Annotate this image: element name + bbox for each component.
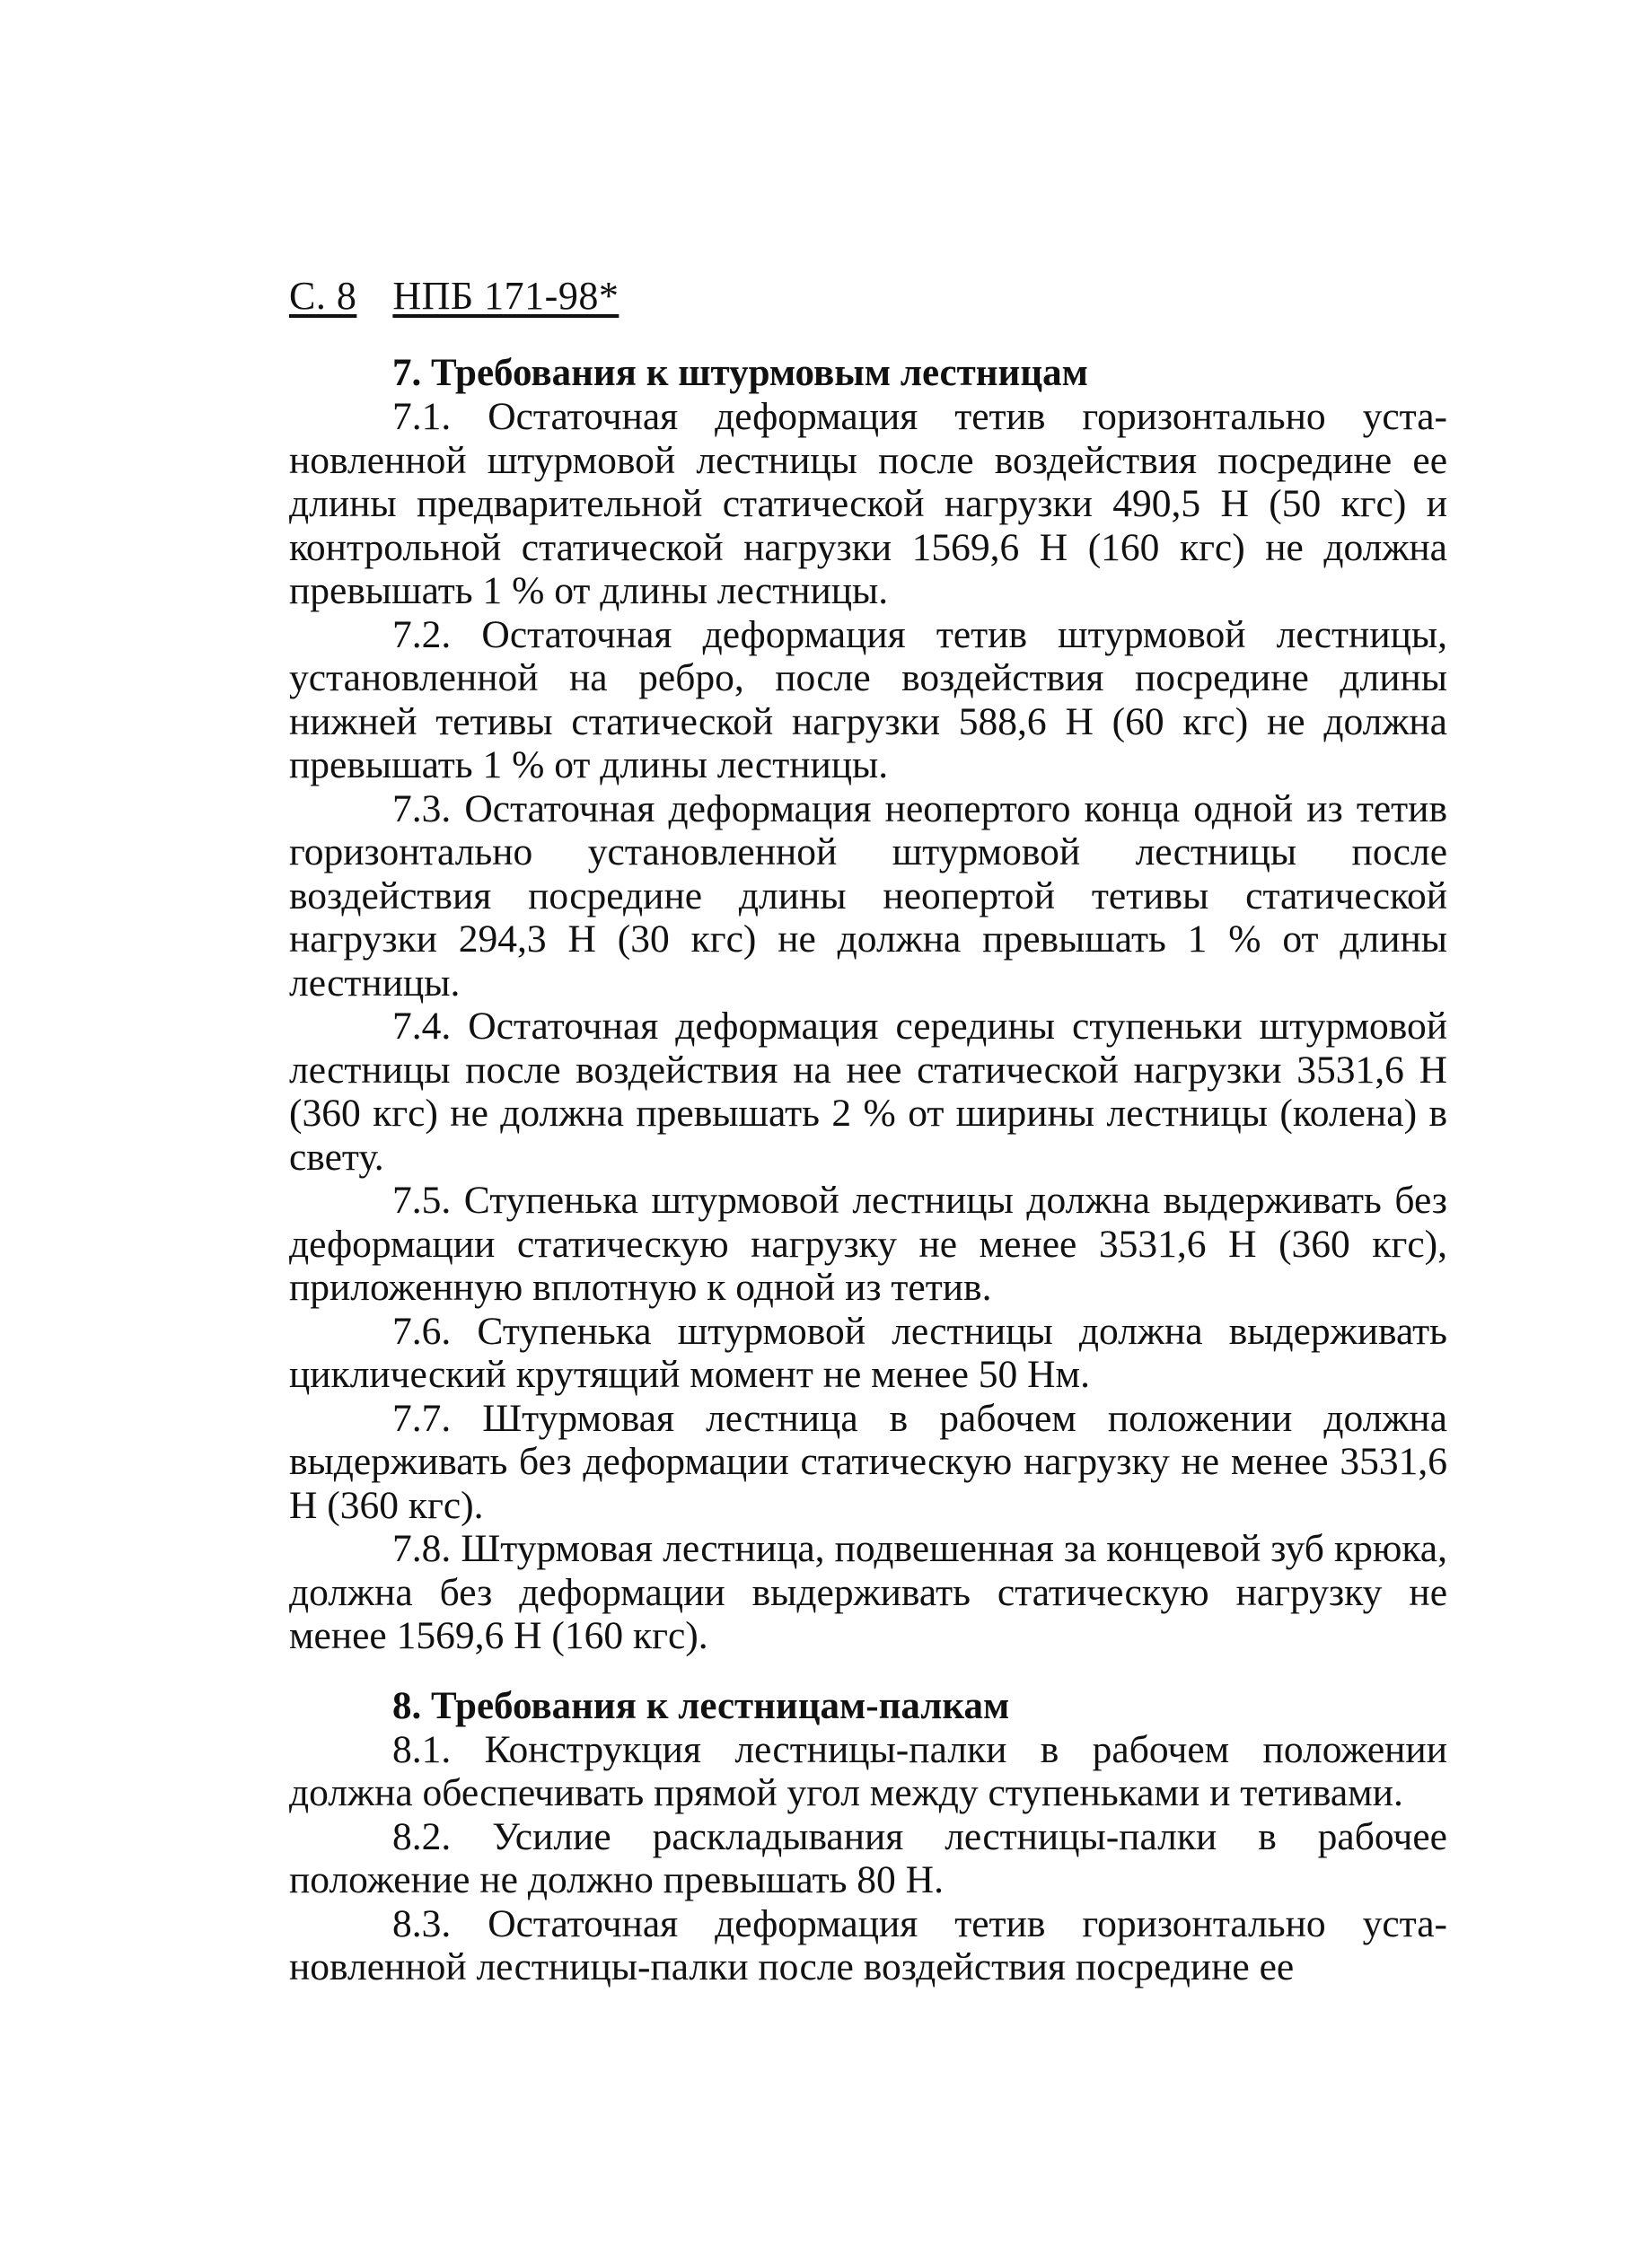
document-page: [289, 269, 1447, 1989]
paragraph-7-1: 7.1. Остаточная деформация тетив горизонтально установленной штурмовой лестницы после воздействия посредине ее длины предварительной статической нагрузки 490,5 Н (50 кгс) и контрольной статической нагрузки 1569,6 Н (160 кгс) не должна превышать 1 % от длины лестницы.: [289, 395, 1447, 612]
paragraph-8-1: 8.1. Конструкция лестницы-палки в рабочем положении должна обеспечивать прямой угол между ступеньками и тетивами.: [289, 1727, 1447, 1814]
section-8-title: 8. Требования к лестницам-палкам: [392, 1684, 1010, 1727]
page-number: С. 8: [289, 274, 357, 318]
paragraph-7-7: 7.7. Штурмовая лестница в рабочем положении должна выдерживать без деформации статическую нагрузку не менее 3531,6 Н (360 кгс).: [289, 1396, 1447, 1527]
paragraph-7-4: 7.4. Остаточная деформация середины ступеньки штурмовой лестницы после воздействия на нее статической нагрузки 3531,6 Н (360 кгс) не должна превышать 2 % от ширины лестницы (колена) в свету.: [289, 1005, 1447, 1179]
paragraph-7-5: 7.5. Ступенька штурмовой лестницы должна выдерживать без деформации статическую нагрузку не менее 3531,6 Н (360 кгс), приложенную вплотную к одной из тетив.: [289, 1179, 1447, 1309]
paragraph-7-6: 7.6. Ступенька штурмовой лестницы должна выдерживать циклический крутящий момент не менее 50 Нм.: [289, 1309, 1447, 1396]
section-7-title: 7. Требования к штурмовым лестницам: [392, 352, 1088, 394]
paragraph-8-2: 8.2. Усилие раскладывания лестницы-палки в рабочее положение не должно превышать 80 Н.: [289, 1814, 1447, 1901]
paragraph-7-3: 7.3. Остаточная деформация неопертого конца одной из тетив горизонтально установленной штурмовой лестницы после воздействия посредине длины неопертой тетивы статической нагрузки 294,3 Н (30 кгс) не должна превышать 1 % от длины лестницы.: [289, 786, 1447, 1005]
paragraph-7-2: 7.2. Остаточная деформация тетив штурмовой лестницы, установленной на ребро, после воздействия посредине длины нижней тетивы статической нагрузки 588,6 Н (60 кгс) не должна превышать 1 % от длины лестницы.: [289, 612, 1447, 786]
paragraph-8-3: 8.3. Остаточная деформация тетив горизонтально установленной лестницы-палки после воздействия посредине ее: [289, 1901, 1447, 1988]
paragraph-7-8: 7.8. Штурмовая лестница, подвешенная за концевой зуб крюка, должна без деформации выдерживать статическую нагрузку не менее 1569,6 Н (160 кгс).: [289, 1527, 1447, 1657]
document-code: НПБ 171-98*: [392, 274, 620, 318]
page-header: [289, 269, 1447, 323]
